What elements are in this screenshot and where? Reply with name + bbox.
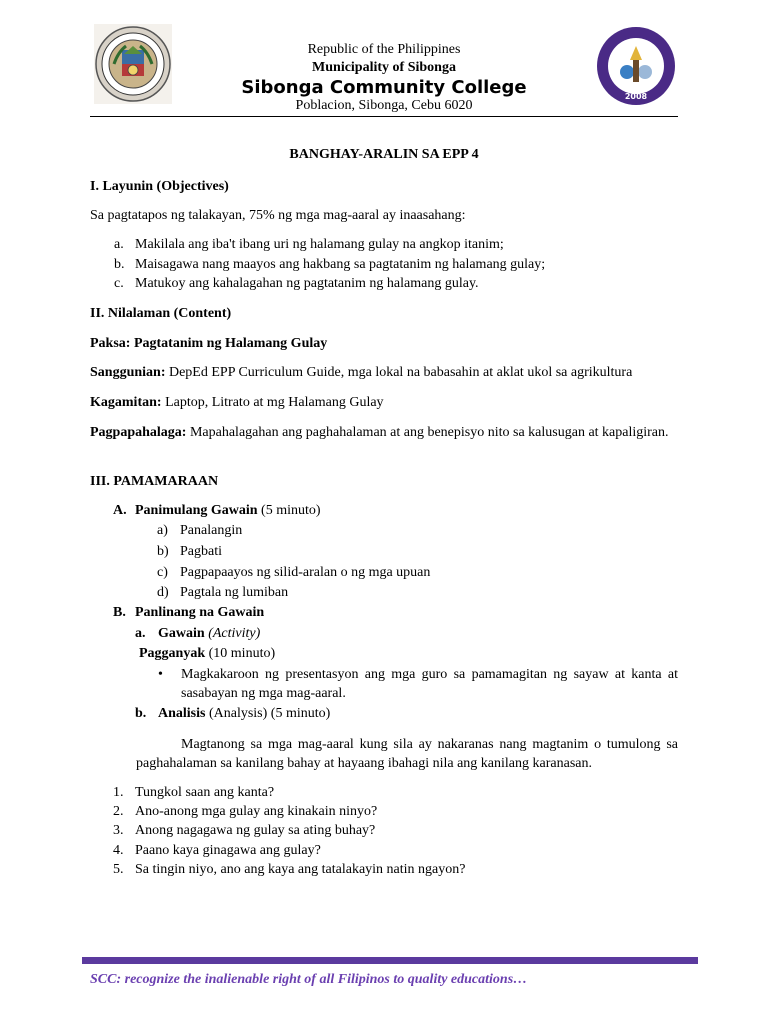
pagpapahalaga-label: Pagpapahalaga: <box>90 425 187 440</box>
subsection-marker: A. <box>113 503 127 518</box>
sanggunian-text: DepEd EPP Curriculum Guide, mga lokal na babasahin at aklat ukol sa agrikultura <box>165 365 633 380</box>
list-item-text: Tungkol saan ang kanta? <box>135 785 275 800</box>
kagamitan-label: Kagamitan: <box>90 395 162 410</box>
pagganyak-label: Pagganyak <box>139 646 206 661</box>
bullet-text: Magkakaroon ng presentasyon ang mga guro sa pamamagitan ng sayaw at kanta at sasabayan ng mga mag-aaral. <box>181 667 678 701</box>
list-item-text: Pagbati <box>180 544 222 559</box>
list-marker: b. <box>135 706 147 721</box>
list-marker: 3. <box>113 823 124 838</box>
header-college-name: Sibonga Community College <box>241 77 527 98</box>
list-marker: 4. <box>113 843 124 858</box>
paksa-line: Paksa: Pagtatanim ng Halamang Gulay <box>90 336 328 351</box>
analisis-extra: (Analysis) (5 minuto) <box>205 706 331 721</box>
list-item-text: Paano kaya ginagawa ang gulay? <box>135 843 321 858</box>
pagpapahalaga-paragraph <box>90 423 678 442</box>
document-title: BANGHAY-ARALIN SA EPP 4 <box>289 147 479 162</box>
analisis-label: Analisis <box>158 706 206 721</box>
pagpapahalaga-text: Mapahalagahan ang paghahalaman at ang benepisyo nito sa kalusugan at kapaligiran. <box>186 425 669 440</box>
header-republic: Republic of the Philippines <box>307 42 461 57</box>
sanggunian-label: Sanggunian: <box>90 365 166 380</box>
list-marker: a. <box>135 626 146 641</box>
header-address: Poblacion, Sibonga, Cebu 6020 <box>295 98 473 113</box>
section-3-heading: III. PAMAMARAAN <box>90 474 219 489</box>
list-item-text: Sa tingin niyo, ano ang kaya ang tatalakayin natin ngayon? <box>135 862 466 877</box>
list-marker: c) <box>157 565 168 580</box>
header-municipality: Municipality of Sibonga <box>312 60 456 75</box>
list-marker: b. <box>114 257 125 272</box>
gawain-label: Gawain <box>158 626 205 641</box>
analisis-paragraph: Magtanong sa mga mag-aaral kung sila ay nakaranas nang magtanim o tumulong sa paghahalaman sa kanilang bahay at hayaang ibahagi nila ang kanilang karanasan. <box>136 737 678 771</box>
bullet-marker: • <box>158 667 163 682</box>
gawain-extra: (Activity) <box>204 626 261 641</box>
section-2-heading: II. Nilalaman (Content) <box>90 306 232 321</box>
list-item-text: Panalangin <box>180 523 243 538</box>
list-marker: 1. <box>113 785 124 800</box>
list-marker: d) <box>157 585 169 600</box>
list-item-text: Ano-anong mga gulay ang kinakain ninyo? <box>135 804 378 819</box>
sanggunian-line <box>90 363 678 382</box>
list-item-text: Matukoy ang kahalagahan ng pagtatanim ng halamang gulay. <box>135 276 479 291</box>
footer-motto: SCC: recognize the inalienable right of all Filipinos to quality educations… <box>90 972 528 987</box>
header-divider <box>90 116 678 117</box>
list-item-text: Makilala ang iba't ibang uri ng halamang gulay na angkop itanim; <box>135 237 504 252</box>
kagamitan-line <box>90 393 678 412</box>
subsection-a-label: Panimulang Gawain <box>135 503 258 518</box>
list-marker: 2. <box>113 804 124 819</box>
subsection-a-time: (5 minuto) <box>257 503 321 518</box>
list-item-text: Maisagawa nang maayos ang hakbang sa pagtatanim ng halamang gulay; <box>135 257 546 272</box>
list-item-text: Pagpapaayos ng silid-aralan o ng mga upuan <box>180 565 431 580</box>
list-marker: a) <box>157 523 168 538</box>
section-1-heading: I. Layunin (Objectives) <box>90 179 229 194</box>
college-seal-year: 2008 <box>624 92 648 101</box>
pagganyak-time: (10 minuto) <box>205 646 276 661</box>
footer-divider-bar <box>82 957 698 964</box>
list-item-text: Anong nagagawa ng gulay sa ating buhay? <box>135 823 376 838</box>
list-marker: c. <box>114 276 124 291</box>
subsection-b-label: Panlinang na Gawain <box>135 605 265 620</box>
list-marker: a. <box>114 237 124 252</box>
kagamitan-text: Laptop, Litrato at mg Halamang Gulay <box>161 395 384 410</box>
section-1-intro: Sa pagtatapos ng talakayan, 75% ng mga mag-aaral ay inaasahang: <box>90 208 466 223</box>
list-marker: b) <box>157 544 169 559</box>
list-marker: 5. <box>113 862 124 877</box>
list-item-text: Pagtala ng lumiban <box>180 585 289 600</box>
subsection-marker: B. <box>113 605 126 620</box>
